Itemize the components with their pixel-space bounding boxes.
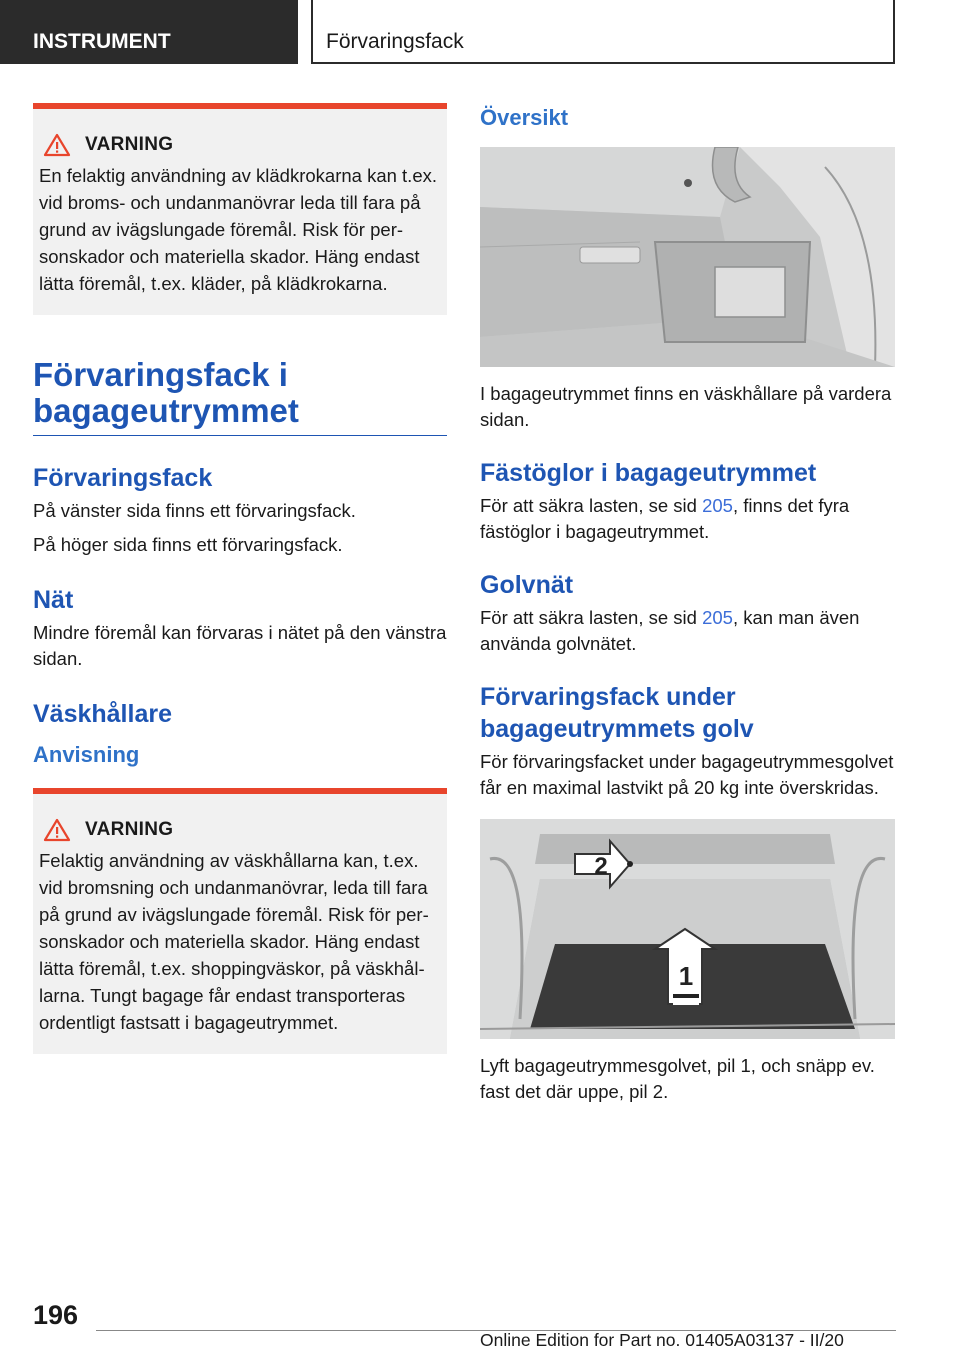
warning-text: Felaktig användning av väskhållarna kan, t.ex. vid bromsning och undanmanövrar, leda till fara på grund av ivägslungade föremål. Risk för personskador och materiella skador. Häng endast lätta föremål, t.ex. shoppingväskor, på väskhållarna. Tungt bagage får endast transporteras ordentligt fastsatt i bagageutrymmet.	[39, 850, 429, 1033]
warning-heading	[39, 816, 439, 843]
warning-label: VARNING	[85, 134, 174, 155]
underfloor-caption: Lyft bagageutrymmesgolvet, pil 1, och snäpp ev. fast det där uppe, pil 2.	[480, 1055, 875, 1102]
tie-down-text	[480, 493, 895, 545]
text-segment: , kan man även använda golvnätet.	[480, 607, 860, 654]
chapter-tab: INSTRUMENT	[0, 0, 298, 64]
underfloor-text: För förvaringsfacket under bagageutrymmesgolvet får en maximal lastvikt på 20 kg inte överskridas.	[480, 751, 894, 798]
page-number: 196	[33, 1300, 79, 1330]
warning-triangle-icon	[43, 133, 71, 157]
arrow-2-label: 2	[594, 853, 608, 880]
heading-tie-down-eyes: Fästöglor i bagageutrymmet	[480, 459, 817, 487]
heading-bag-hooks: Väskhållare	[33, 700, 172, 728]
warning-text: En felaktig användning av klädkrokarna kan t.ex. vid broms- och undanmanövrar leda till fara på grund av ivägslungade föremål. Risk för personskador och materiella skador. Häng endast lätta föremål, t.ex. kläder, på klädkrokarna.	[39, 165, 437, 294]
text-segment: , finns det fyra fästöglor i bagageutrymmet.	[480, 495, 850, 542]
text-segment: För att säkra lasten, se sid	[480, 607, 703, 628]
left-column	[33, 103, 447, 1054]
arrow-1-label: 1	[678, 961, 694, 991]
edition-footer: Online Edition for Part no. 01405A03137 - II/20	[480, 1330, 844, 1350]
net-text: Mindre föremål kan förvaras i nätet på den vänstra sidan.	[33, 622, 447, 669]
trunk-floor-photo	[480, 819, 895, 1039]
trunk-floor-illustration	[480, 819, 895, 1039]
text-segment: För att säkra lasten, se sid	[480, 495, 703, 516]
subheading-note: Anvisning	[33, 742, 140, 767]
page-link-205[interactable]: 205	[702, 607, 733, 628]
heading-floor-net: Golvnät	[480, 571, 574, 599]
heading-overview: Översikt	[480, 105, 569, 130]
page-link-205[interactable]: 205	[702, 495, 733, 516]
warning-triangle-icon	[43, 818, 71, 842]
storage-left-text: På vänster sida finns ett förvaringsfack.	[33, 500, 356, 521]
chapter-heading: Förvaringsfack i bagageutrymmet	[33, 357, 447, 436]
storage-right-text: På höger sida finns ett förvaringsfack.	[33, 534, 343, 555]
floor-net-text	[480, 605, 895, 657]
heading-underfloor-storage: Förvaringsfack under bagageutrymmets golv	[480, 683, 754, 743]
warning-box-bag-hooks	[33, 788, 447, 1054]
right-column	[480, 103, 895, 1113]
section-title: Förvaringsfack	[311, 0, 895, 64]
warning-heading	[39, 131, 439, 158]
trunk-side-photo	[480, 147, 895, 367]
heading-storage-compartment: Förvaringsfack	[33, 464, 213, 492]
warning-box-coat-hooks	[33, 103, 447, 315]
overview-caption: I bagageutrymmet finns en väskhållare på vardera sidan.	[480, 383, 892, 430]
trunk-side-illustration	[480, 147, 895, 367]
warning-label: VARNING	[85, 819, 174, 840]
heading-net: Nät	[33, 586, 74, 614]
